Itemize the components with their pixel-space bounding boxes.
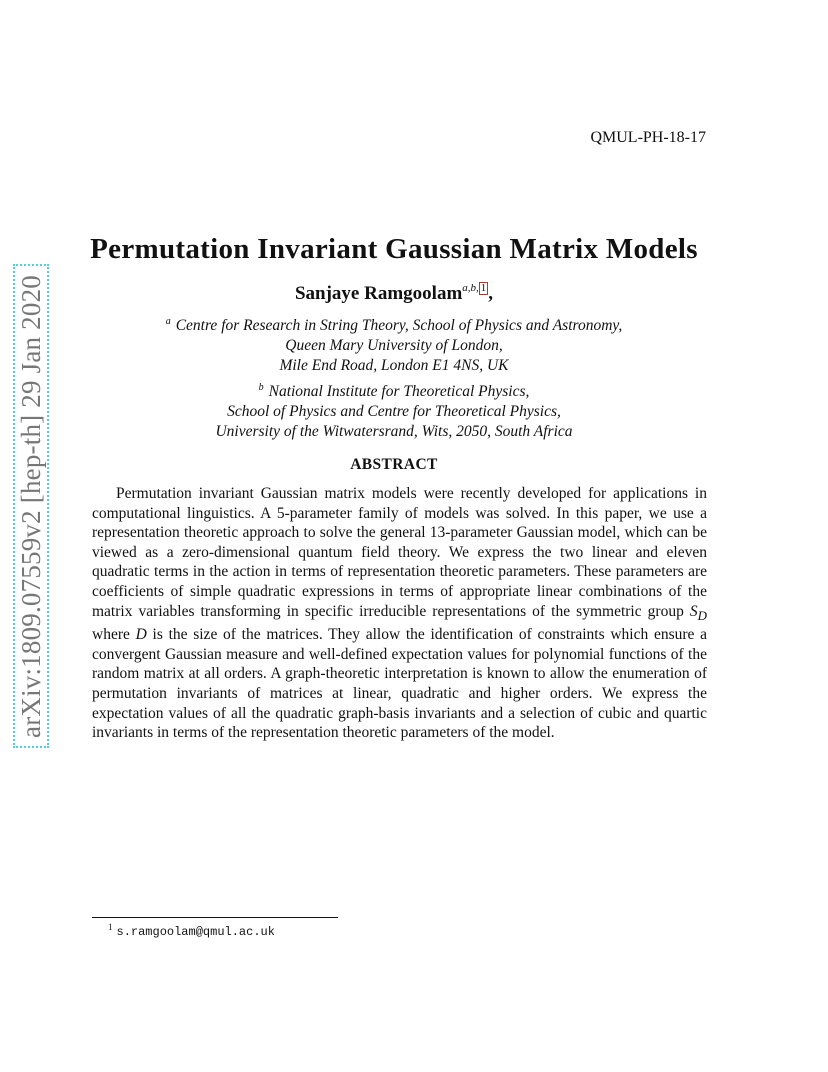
math-symmetric-group <box>689 602 707 623</box>
affiliation-b-line-3: University of the Witwatersrand, Wits, 2050, South Africa <box>215 423 573 440</box>
affiliation-b-line-2: School of Physics and Centre for Theoretical Physics, <box>227 403 561 420</box>
abstract-text-part-1: Permutation invariant Gaussian matrix models were recently developed for applications in computational linguistics. A 5-parameter family of models was solved. In this paper, we use a representation theoretic approach to solve the general 13-parameter Gaussian model, which can be viewed as a zero-dimensional quantum field theory. We express the two linear and eleven quadratic terms in the action in terms of representation theoretic parameters. These parameters are coefficients of simple quadratic expressions in terms of appropriate linear combinations of the matrix variables transforming in specific irreducible representations of the symmetric group <box>92 485 707 620</box>
affiliation-a-line-1: Centre for Research in String Theory, School of Physics and Astronomy, <box>175 317 623 334</box>
author-superscript <box>462 282 488 294</box>
abstract-text-part-2: where <box>92 626 136 644</box>
footnote <box>108 922 275 939</box>
affiliation-b-mark: b <box>258 382 264 393</box>
footnote-email[interactable]: s.ramgoolam@qmul.ac.uk <box>116 925 275 939</box>
footnote-link[interactable]: 1 <box>480 282 487 294</box>
footnote-mark: 1 <box>108 922 113 932</box>
abstract-body <box>92 484 707 743</box>
arxiv-identifier-stamp[interactable] <box>13 264 49 748</box>
affiliation-a <box>64 312 724 376</box>
affiliation-a-line-2: Queen Mary University of London, <box>285 337 503 354</box>
abstract-text-part-3: is the size of the matrices. They allow the identification of constraints which ensure a convergent Gaussian measure and well-defined expectation values for polynomial functions of the random matrix at all orders. A graph-theoretic interpretation is known to allow the enumeration of permutation invariants of matrices at linear, quadratic and higher orders. We express the expectation values of all the quadratic graph-basis invariants and a selection of cubic and quartic invariants in terms of the representation theoretic parameters of the model. <box>92 626 708 742</box>
affiliation-a-mark: a <box>165 316 171 327</box>
footnote-rule <box>92 917 338 918</box>
author-line <box>64 282 724 305</box>
math-D: D <box>135 626 147 644</box>
affiliation-b-line <box>64 378 724 402</box>
affiliation-b-line-1: National Institute for Theoretical Physics, <box>268 383 530 400</box>
arxiv-identifier-text: arXiv:1809.07559v2 [hep-th] 29 Jan 2020 <box>15 274 46 738</box>
affiliation-a-line <box>64 312 724 336</box>
report-number: QMUL-PH-18-17 <box>590 129 706 146</box>
paper-title: Permutation Invariant Gaussian Matrix Models <box>90 233 698 265</box>
math-S-subscript: D <box>697 607 707 623</box>
affiliation-a-line-3: Mile End Road, London E1 4NS, UK <box>279 357 509 374</box>
math-S: S <box>689 602 698 620</box>
affiliation-marks: a,b, <box>462 282 479 294</box>
author-trailing-comma: , <box>488 283 494 304</box>
affiliation-b <box>64 378 724 442</box>
author-name: Sanjaye Ramgoolam <box>294 283 463 304</box>
abstract-heading: ABSTRACT <box>350 456 438 473</box>
